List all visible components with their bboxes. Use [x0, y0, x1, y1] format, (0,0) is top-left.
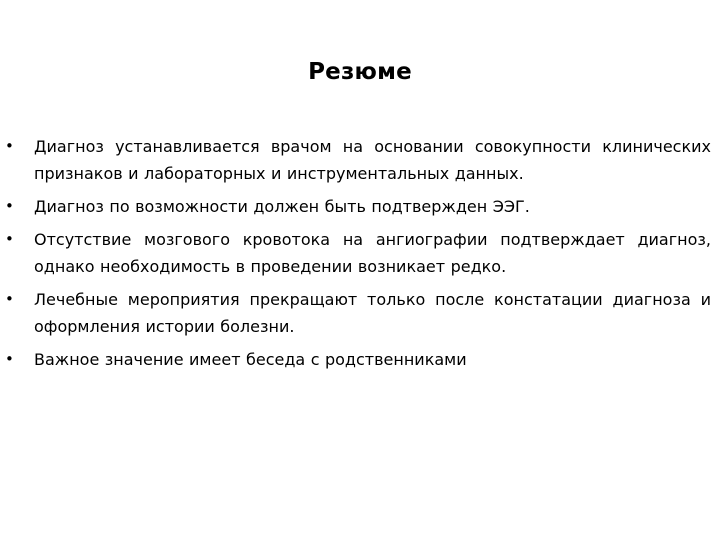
bullet-icon: •: [5, 290, 14, 308]
bullet-text: Лечебные мероприятия прекращают только после констатации диагноза и оформления истории болезни.: [34, 290, 711, 336]
bullet-list: [5, 133, 711, 379]
bullet-icon: •: [5, 230, 14, 248]
bullet-text: Диагноз устанавливается врачом на основании совокупности клинических признаков и лабораторных и инструментальных данных.: [34, 137, 711, 183]
slide-title: Резюме: [308, 59, 412, 85]
bullet-icon: •: [5, 350, 14, 368]
bullet-item-2: [5, 193, 711, 220]
bullet-text: Диагноз по возможности должен быть подтвержден ЭЭГ.: [34, 197, 530, 216]
bullet-icon: •: [5, 137, 14, 155]
bullet-icon: •: [5, 197, 14, 215]
bullet-item-1: [5, 133, 711, 187]
bullet-item-5: [5, 346, 711, 373]
bullet-text: Важное значение имеет беседа с родственниками: [34, 350, 467, 369]
bullet-text: Отсутствие мозгового кровотока на ангиографии подтверждает диагноз, однако необходимость в проведении возникает редко.: [34, 230, 711, 276]
bullet-item-3: [5, 226, 711, 280]
bullet-item-4: [5, 286, 711, 340]
